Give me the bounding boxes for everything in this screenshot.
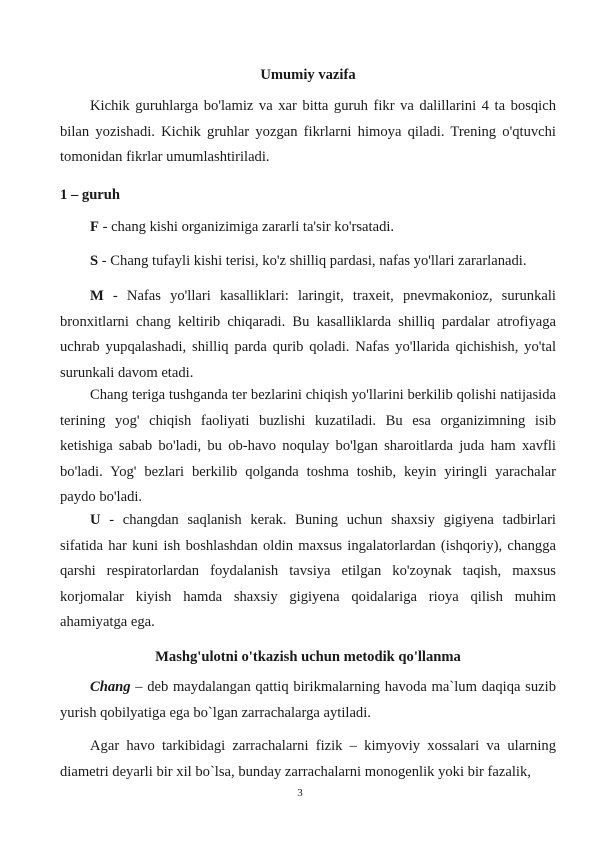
group-heading: 1 – guruh: [60, 187, 121, 203]
s-text: - Chang tufayli kishi terisi, ko'z shilliq pardasi, nafas yo'llari zararlanadi.: [98, 253, 527, 269]
s-paragraph: [60, 249, 556, 275]
section-title: Mashg'ulotni o'tkazish uchun metodik qo'llanma: [155, 649, 461, 665]
definition-term: Chang: [90, 679, 131, 695]
u-letter: U: [90, 512, 101, 528]
last-paragraph: Agar havo tarkibidagi zarrachalarni fizik – kimyoviy xossalari va ularning diametri deyarli bir xil bo`lsa, bunday zarrachalarni monogenlik yoki bir fazalik,: [60, 738, 556, 780]
m-letter: M: [90, 288, 104, 304]
s-letter: S: [90, 253, 99, 269]
u-text: - changdan saqlanish kerak. Buning uchun shaxsiy gigiyena tadbirlari sifatida har kuni ish boshlashdan oldin maxsus ingalatorlardan (ishqoriy), changga qarshi respiratorlardan foydalanish tavsiya etilgan ko'zoynak taqish, maxsus korjomalar kiyish hamda shaxsiy gigiyena qoidalariga rioya qilish muhim ahamiyatga ega.: [60, 512, 556, 631]
intro-paragraph: Kichik guruhlarga bo'lamiz va xar bitta guruh fikr va dalillarini 4 ta bosqich bilan yozishadi. Kichik gruhlar yozgan fikrlarni himoya qiladi. Trening o'qtuvchi tomonidan fikrlar umumlashtiriladi.: [60, 98, 556, 166]
page-title: Umumiy vazifa: [260, 67, 356, 83]
f-text: - chang kishi organizimiga zararli ta'sir ko'rsatadi.: [98, 219, 395, 235]
chang-paragraph: Chang teriga tushganda ter bezlarini chiqish yo'llarini berkilib qolishi natijasida terining yog' chiqish faoliyati buzlishi kuzatiladi. Bu esa organizimning isib ketishiga sabab bo'ladi, bu ob-havo noqulay bo'lgan sharoitlarda juda ham xavfli bo'ladi. Yog' bezlari berkilib qolganda toshma toshib, keyin yiringli yarachalar paydo bo'ladi.: [60, 387, 556, 506]
definition-paragraph: [60, 675, 556, 726]
f-paragraph: [60, 215, 556, 241]
m-paragraph: [60, 284, 556, 386]
f-letter: F: [90, 219, 99, 235]
m-text: - Nafas yo'llari kasalliklari: laringit, traxeit, pnevmakonioz, surunkali bronxitlarni chang keltirib chiqaradi. Bu kasalliklarda shilliq pardalar atrofiyaga uchrab yupqalashadi, shilliq parda qurib qoladi. Nafas yo'llarida qichishish, yo'tal surunkali davom etadi.: [60, 288, 556, 381]
definition-text: – deb maydalangan qattiq birikmalarning havoda ma`lum daqiqa suzib yurish qobilyatiga ega bo`lgan zarrachalarga aytiladi.: [60, 679, 556, 721]
page-number: 3: [297, 787, 303, 799]
u-paragraph: [60, 508, 556, 636]
